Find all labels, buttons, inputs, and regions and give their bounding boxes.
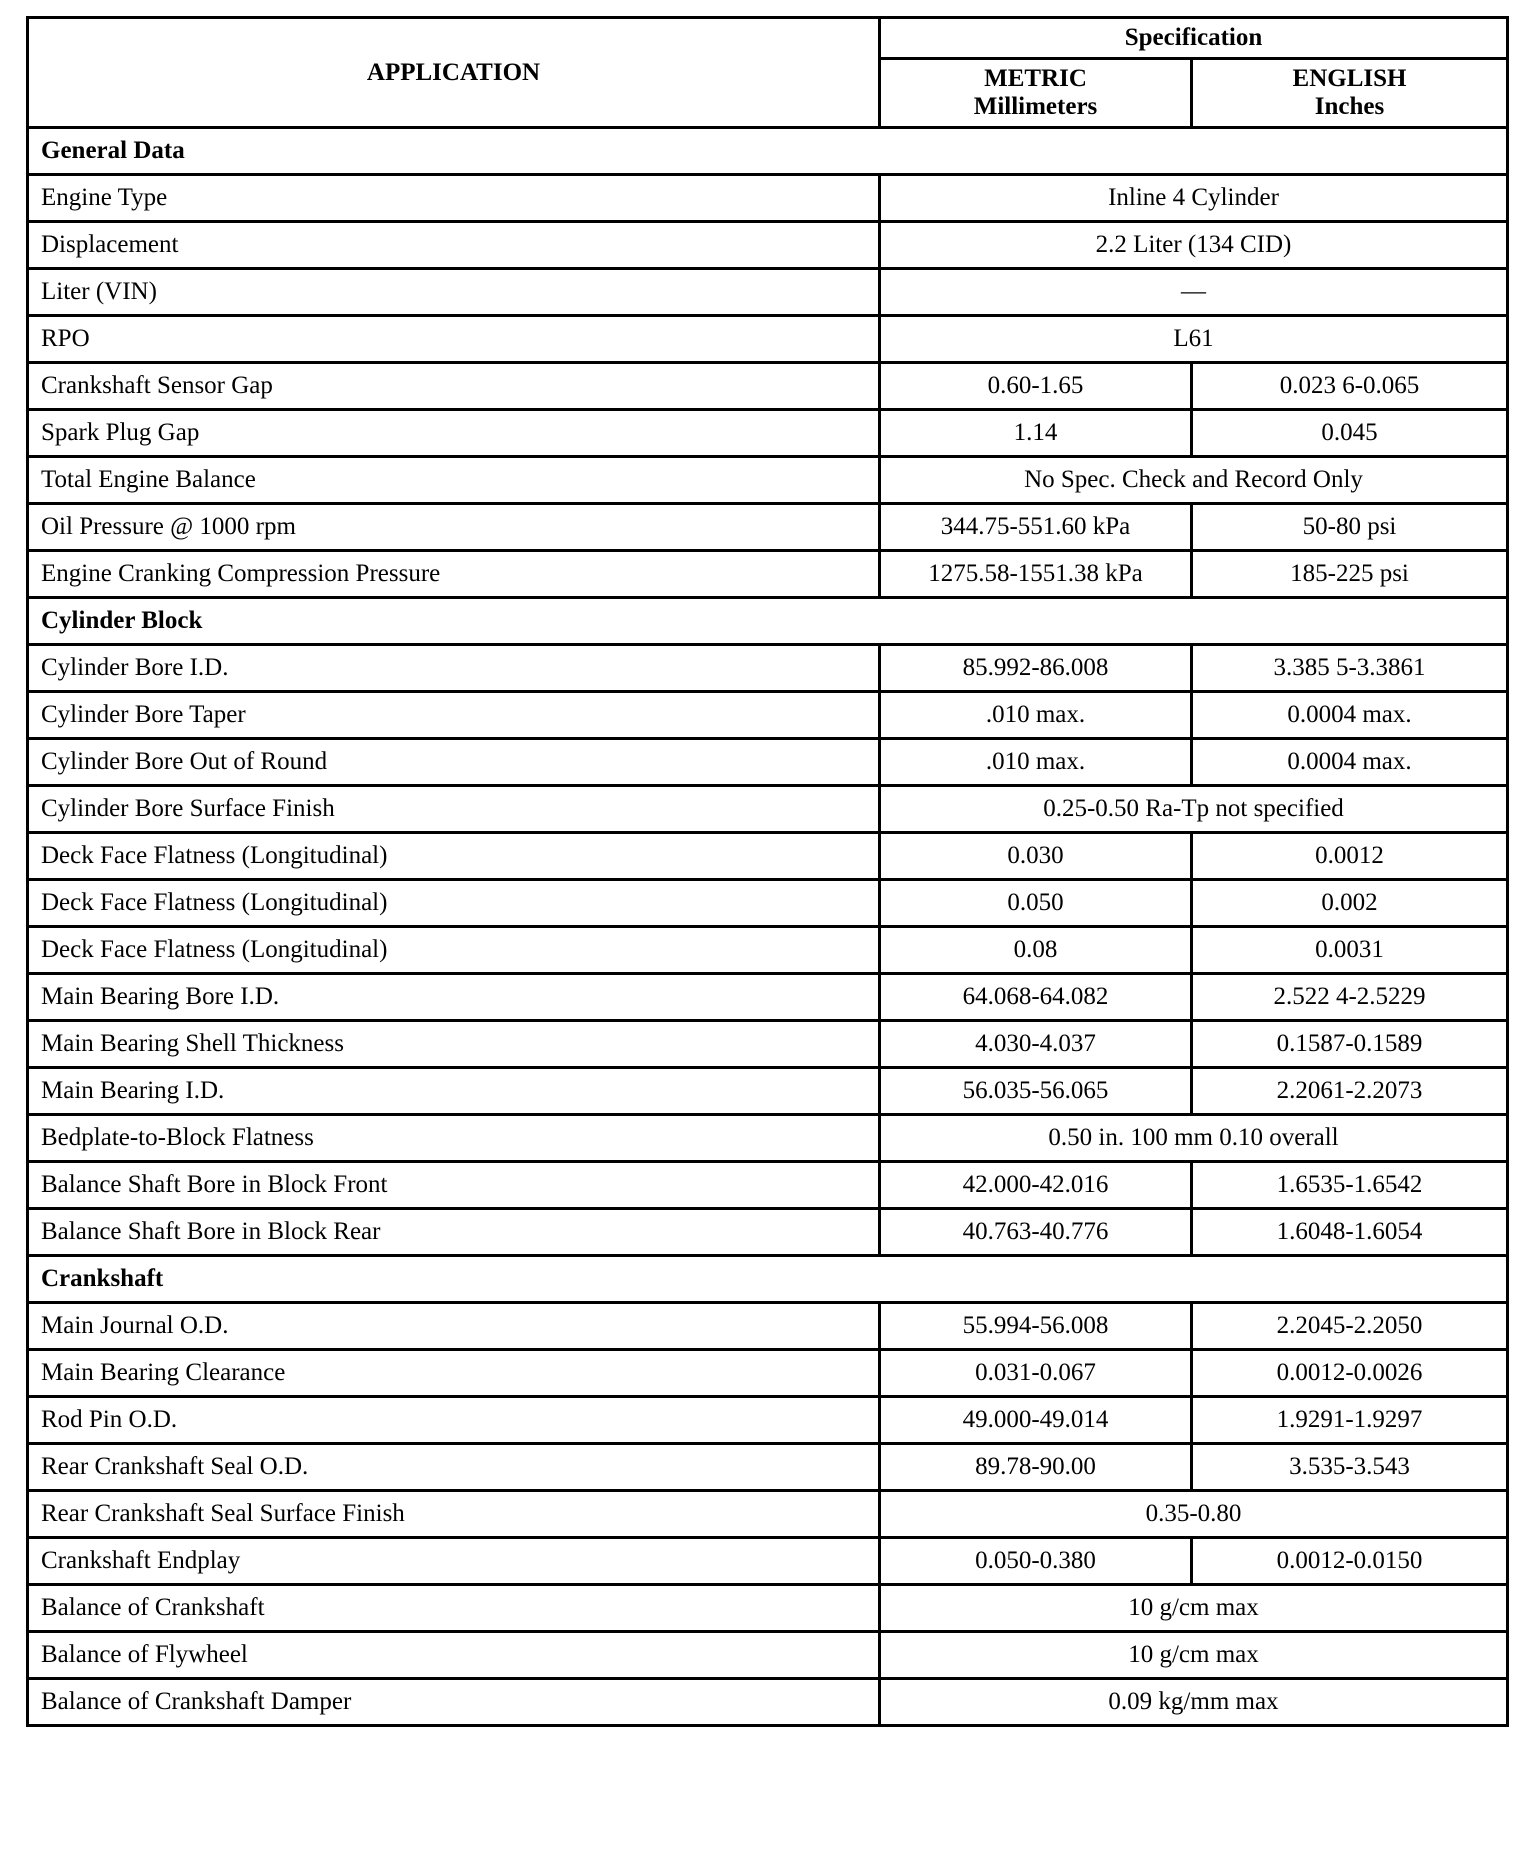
table-row bbox=[28, 1397, 1508, 1444]
metric-header bbox=[880, 59, 1192, 128]
application-cell: RPO bbox=[28, 316, 880, 363]
application-cell: Liter (VIN) bbox=[28, 269, 880, 316]
table-row bbox=[28, 1679, 1508, 1726]
application-cell: Balance Shaft Bore in Block Front bbox=[28, 1162, 880, 1209]
table-row bbox=[28, 457, 1508, 504]
application-cell: Main Bearing Clearance bbox=[28, 1350, 880, 1397]
application-cell: Main Bearing Bore I.D. bbox=[28, 974, 880, 1021]
table-row bbox=[28, 786, 1508, 833]
english-label: ENGLISH bbox=[1292, 65, 1407, 92]
english-cell: 3.535-3.543 bbox=[1192, 1444, 1508, 1491]
table-row bbox=[28, 739, 1508, 786]
english-cell: 0.002 bbox=[1192, 880, 1508, 927]
spec-cell: Inline 4 Cylinder bbox=[880, 175, 1508, 222]
table-row bbox=[28, 551, 1508, 598]
table-row bbox=[28, 645, 1508, 692]
metric-cell: 0.050-0.380 bbox=[880, 1538, 1192, 1585]
section-heading: Cylinder Block bbox=[28, 598, 1508, 645]
table-row bbox=[28, 363, 1508, 410]
table-row bbox=[28, 692, 1508, 739]
application-cell: Deck Face Flatness (Longitudinal) bbox=[28, 927, 880, 974]
metric-cell: 42.000-42.016 bbox=[880, 1162, 1192, 1209]
application-cell: Bedplate-to-Block Flatness bbox=[28, 1115, 880, 1162]
spec-cell: 0.50 in. 100 mm 0.10 overall bbox=[880, 1115, 1508, 1162]
english-cell: 3.385 5-3.3861 bbox=[1192, 645, 1508, 692]
metric-unit: Millimeters bbox=[973, 93, 1098, 120]
english-cell: 0.0012-0.0150 bbox=[1192, 1538, 1508, 1585]
table-row bbox=[28, 1491, 1508, 1538]
application-cell: Deck Face Flatness (Longitudinal) bbox=[28, 880, 880, 927]
english-cell: 0.0004 max. bbox=[1192, 739, 1508, 786]
metric-cell: 1275.58-1551.38 kPa bbox=[880, 551, 1192, 598]
application-cell: Cylinder Bore Taper bbox=[28, 692, 880, 739]
metric-cell: 64.068-64.082 bbox=[880, 974, 1192, 1021]
table-row bbox=[28, 222, 1508, 269]
spec-cell: 0.35-0.80 bbox=[880, 1491, 1508, 1538]
english-unit: Inches bbox=[1314, 93, 1385, 120]
table-row bbox=[28, 1209, 1508, 1256]
spec-cell: 0.25-0.50 Ra-Tp not specified bbox=[880, 786, 1508, 833]
table-row bbox=[28, 974, 1508, 1021]
table-row bbox=[28, 1162, 1508, 1209]
table-row bbox=[28, 1538, 1508, 1585]
section-row bbox=[28, 128, 1508, 175]
table-row bbox=[28, 504, 1508, 551]
header-row bbox=[28, 18, 1508, 59]
application-cell: Main Bearing I.D. bbox=[28, 1068, 880, 1115]
spec-cell: 10 g/cm max bbox=[880, 1585, 1508, 1632]
table-row bbox=[28, 1021, 1508, 1068]
metric-cell: 344.75-551.60 kPa bbox=[880, 504, 1192, 551]
application-cell: Main Journal O.D. bbox=[28, 1303, 880, 1350]
metric-label: METRIC bbox=[984, 65, 1087, 92]
application-cell: Engine Cranking Compression Pressure bbox=[28, 551, 880, 598]
english-cell: 0.023 6-0.065 bbox=[1192, 363, 1508, 410]
specification-header: Specification bbox=[880, 18, 1508, 59]
english-cell: 1.9291-1.9297 bbox=[1192, 1397, 1508, 1444]
table-row bbox=[28, 833, 1508, 880]
metric-cell: 40.763-40.776 bbox=[880, 1209, 1192, 1256]
english-cell: 1.6535-1.6542 bbox=[1192, 1162, 1508, 1209]
application-cell: Balance Shaft Bore in Block Rear bbox=[28, 1209, 880, 1256]
application-cell: Cylinder Bore Out of Round bbox=[28, 739, 880, 786]
application-cell: Displacement bbox=[28, 222, 880, 269]
application-cell: Main Bearing Shell Thickness bbox=[28, 1021, 880, 1068]
english-cell: 0.0004 max. bbox=[1192, 692, 1508, 739]
table-row bbox=[28, 927, 1508, 974]
application-cell: Crankshaft Sensor Gap bbox=[28, 363, 880, 410]
english-cell: 185-225 psi bbox=[1192, 551, 1508, 598]
english-header bbox=[1192, 59, 1508, 128]
metric-cell: 1.14 bbox=[880, 410, 1192, 457]
metric-cell: 56.035-56.065 bbox=[880, 1068, 1192, 1115]
english-cell: 2.2061-2.2073 bbox=[1192, 1068, 1508, 1115]
table-row bbox=[28, 1303, 1508, 1350]
metric-cell: 0.031-0.067 bbox=[880, 1350, 1192, 1397]
specification-table bbox=[26, 16, 1509, 1727]
table-row bbox=[28, 269, 1508, 316]
metric-cell: 0.030 bbox=[880, 833, 1192, 880]
metric-cell: 0.08 bbox=[880, 927, 1192, 974]
table-row bbox=[28, 316, 1508, 363]
english-cell: 50-80 psi bbox=[1192, 504, 1508, 551]
application-cell: Balance of Crankshaft Damper bbox=[28, 1679, 880, 1726]
application-header: APPLICATION bbox=[28, 18, 880, 128]
english-cell: 2.2045-2.2050 bbox=[1192, 1303, 1508, 1350]
application-cell: Rear Crankshaft Seal O.D. bbox=[28, 1444, 880, 1491]
spec-cell: No Spec. Check and Record Only bbox=[880, 457, 1508, 504]
english-cell: 0.0012 bbox=[1192, 833, 1508, 880]
table-row bbox=[28, 880, 1508, 927]
spec-cell: 2.2 Liter (134 CID) bbox=[880, 222, 1508, 269]
table-body bbox=[28, 128, 1508, 1726]
section-heading: General Data bbox=[28, 128, 1508, 175]
table-row bbox=[28, 1444, 1508, 1491]
english-cell: 1.6048-1.6054 bbox=[1192, 1209, 1508, 1256]
metric-cell: 0.60-1.65 bbox=[880, 363, 1192, 410]
spec-cell: 0.09 kg/mm max bbox=[880, 1679, 1508, 1726]
spec-cell: — bbox=[880, 269, 1508, 316]
application-cell: Balance of Crankshaft bbox=[28, 1585, 880, 1632]
spec-cell: 10 g/cm max bbox=[880, 1632, 1508, 1679]
english-cell: 0.0012-0.0026 bbox=[1192, 1350, 1508, 1397]
english-cell: 2.522 4-2.5229 bbox=[1192, 974, 1508, 1021]
metric-cell: .010 max. bbox=[880, 692, 1192, 739]
section-heading: Crankshaft bbox=[28, 1256, 1508, 1303]
spec-cell: L61 bbox=[880, 316, 1508, 363]
section-row bbox=[28, 598, 1508, 645]
application-cell: Rear Crankshaft Seal Surface Finish bbox=[28, 1491, 880, 1538]
english-cell: 0.0031 bbox=[1192, 927, 1508, 974]
table-row bbox=[28, 1350, 1508, 1397]
application-cell: Cylinder Bore Surface Finish bbox=[28, 786, 880, 833]
table-row bbox=[28, 1585, 1508, 1632]
english-cell: 0.1587-0.1589 bbox=[1192, 1021, 1508, 1068]
application-cell: Crankshaft Endplay bbox=[28, 1538, 880, 1585]
metric-cell: .010 max. bbox=[880, 739, 1192, 786]
table-row bbox=[28, 1632, 1508, 1679]
metric-cell: 85.992-86.008 bbox=[880, 645, 1192, 692]
metric-cell: 4.030-4.037 bbox=[880, 1021, 1192, 1068]
application-cell: Cylinder Bore I.D. bbox=[28, 645, 880, 692]
metric-cell: 0.050 bbox=[880, 880, 1192, 927]
metric-cell: 89.78-90.00 bbox=[880, 1444, 1192, 1491]
section-row bbox=[28, 1256, 1508, 1303]
metric-cell: 55.994-56.008 bbox=[880, 1303, 1192, 1350]
metric-cell: 49.000-49.014 bbox=[880, 1397, 1192, 1444]
table-row bbox=[28, 175, 1508, 222]
english-cell: 0.045 bbox=[1192, 410, 1508, 457]
application-cell: Oil Pressure @ 1000 rpm bbox=[28, 504, 880, 551]
table-row bbox=[28, 410, 1508, 457]
application-cell: Balance of Flywheel bbox=[28, 1632, 880, 1679]
table-row bbox=[28, 1115, 1508, 1162]
application-cell: Deck Face Flatness (Longitudinal) bbox=[28, 833, 880, 880]
application-cell: Rod Pin O.D. bbox=[28, 1397, 880, 1444]
application-cell: Spark Plug Gap bbox=[28, 410, 880, 457]
application-cell: Engine Type bbox=[28, 175, 880, 222]
application-cell: Total Engine Balance bbox=[28, 457, 880, 504]
table-row bbox=[28, 1068, 1508, 1115]
